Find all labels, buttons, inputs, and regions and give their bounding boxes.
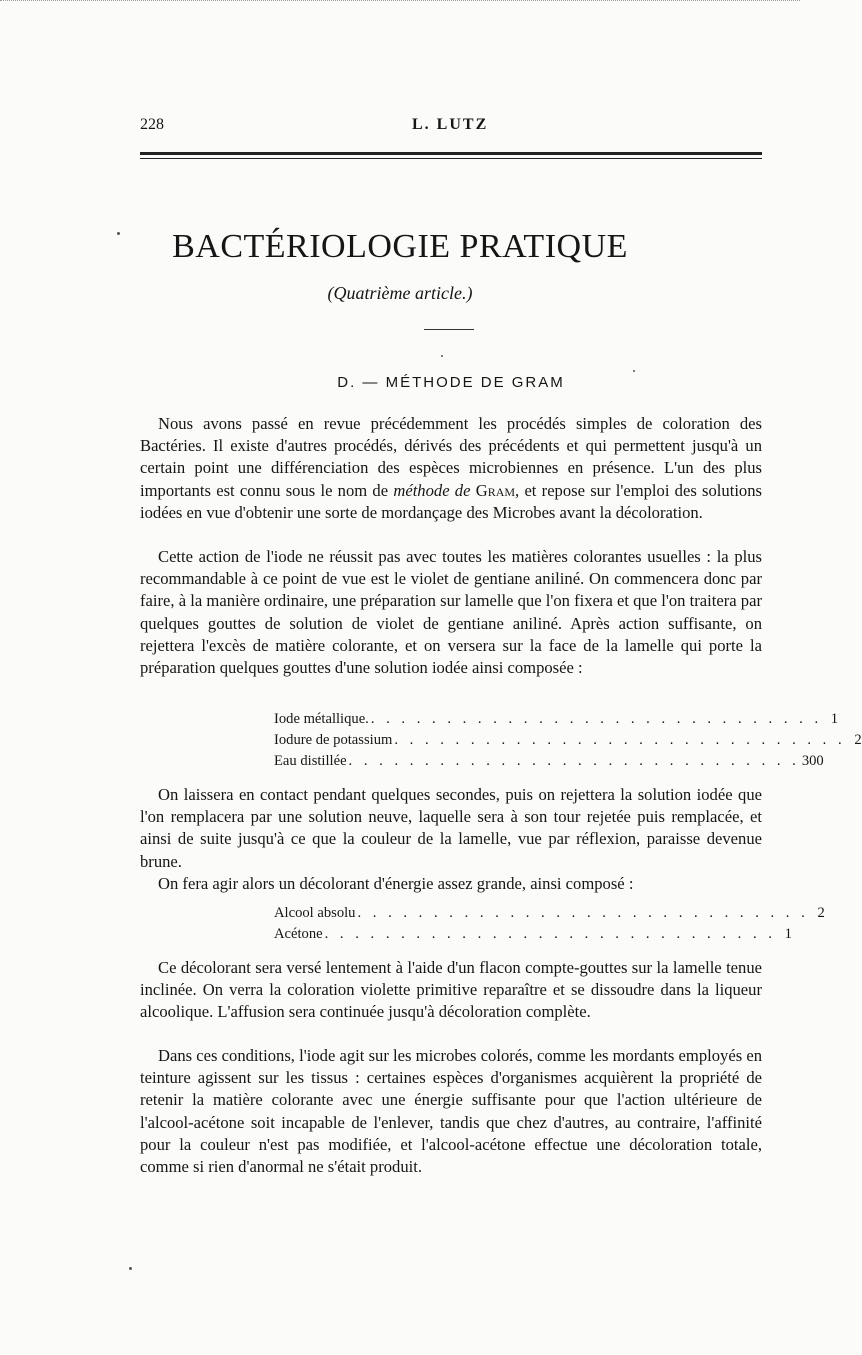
recipe-ingredient: Alcool absolu: [274, 905, 356, 921]
recipe-ingredient: Iode métallique.: [274, 711, 369, 727]
leader-dots: . . . . . . . . . . . . . . . . . . . . . . . . . . . . . .: [394, 732, 846, 748]
article-subtitle: (Quatrième article.): [327, 283, 473, 303]
page-top-edge: [0, 0, 800, 3]
recipe-quantity: 300: [801, 753, 824, 769]
leader-dots: . . . . . . . . . . . . . . . . . . . . . . . . . . . . . .: [324, 926, 776, 942]
recipe-row: [274, 730, 862, 751]
recipe-quantity: 2: [854, 732, 862, 748]
header-rule-thick: [140, 152, 762, 155]
running-head: L. LUTZ: [412, 116, 489, 133]
article-title: BACTÉRIOLOGIE PRATIQUE: [172, 228, 628, 265]
recipe-row: [274, 903, 825, 924]
scan-speck: [117, 232, 120, 235]
paragraph-1: [140, 413, 762, 524]
paragraph-1-text-b: , et repose sur l'emploi des solutions iodées en vue d'obtenir une sorte de mordançage des Microbes avant la décoloration.: [140, 480, 762, 522]
recipe-ingredient: Eau distillée: [274, 753, 347, 769]
paragraph-5: Ce décolorant sera versé lentement à l'aide d'un flacon compte-gouttes sur la lamelle tenue inclinée. On verra la coloration violette primitive reparaître et se dissoudre dans la liqueur alcoolique. L'affusion sera continuée jusqu'à décoloration complète.: [140, 958, 762, 1022]
recipe-row: [274, 709, 839, 730]
method-name-italic: méthode de: [393, 480, 476, 500]
recipe-row: [274, 751, 824, 772]
scan-speck: [633, 370, 635, 372]
paragraph-4: On fera agir alors un décolorant d'énergie assez grande, ainsi composé :: [158, 874, 634, 893]
page-number: 228: [140, 116, 164, 133]
leader-dots: . . . . . . . . . . . . . . . . . . . . . . . . . . . . . .: [348, 753, 800, 769]
paragraph-3: On laissera en contact pendant quelques secondes, puis on rejettera la solution iodée que l'on remplacera par une solution neuve, laquelle sera à son tour rejetée puis remplacée, et ainsi de suite jusqu'à ce que la couleur de la lamelle, vue par réflexion, paraisse devenue brune.: [140, 785, 762, 871]
scan-speck: [441, 355, 443, 357]
recipe-row: [274, 924, 792, 945]
leader-dots: . . . . . . . . . . . . . . . . . . . . . . . . . . . . . .: [357, 905, 809, 921]
paragraph-2: Cette action de l'iode ne réussit pas avec toutes les matières colorantes usuelles : la plus recommandable à ce point de vue est le violet de gentiane aniliné. On commencera donc par faire, à la manière ordinaire, une préparation sur lamelle que l'on fixera et que l'on traitera par quelques gouttes de solution de violet de gentiane aniliné. Après action suffisante, on rejettera l'excès de matière colorante, et on versera sur la face de la lamelle qui porte la préparation quelques gouttes d'une solution iodée ainsi composée :: [140, 547, 762, 678]
scan-speck: [129, 1267, 132, 1270]
paragraph-1-text-a: Nous avons passé en revue précédemment les procédés simples de coloration des Bactéries. Il existe d'autres procédés, dérivés des précédents et qui permettent jusqu'à un certain point une différenciation des espèces microbiennes en présence. L'un des plus importants est connu sous le nom de: [140, 414, 762, 500]
recipe-ingredient: Iodure de potassium: [274, 732, 393, 748]
title-divider: [424, 329, 474, 330]
leader-dots: . . . . . . . . . . . . . . . . . . . . . . . . . . . . . .: [370, 711, 823, 727]
recipe-ingredient: Acétone: [274, 926, 323, 942]
header-rule-thin: [140, 158, 762, 159]
recipe-quantity: 1: [784, 926, 792, 942]
section-heading: D. — MÉTHODE DE GRAM: [337, 374, 565, 391]
iodine-solution-recipe: [274, 709, 862, 772]
recipe-quantity: 2: [817, 905, 825, 921]
recipe-quantity: 1: [830, 711, 839, 727]
paragraph-6: Dans ces conditions, l'iode agit sur les microbes colorés, comme les mordants employés en teinture agissent sur les tissus : certaines espèces d'organismes acquièrent la propriété de retenir la matière colorante avec une énergie suffisante pour que l'action ultérieure de l'alcool-acétone soit incapable de l'enlever, tandis que chez d'autres, au contraire, l'affinité pour la couleur n'est pas modifiée, et l'alcool-acétone effectue une décoloration totale, comme si rien d'anormal ne s'était produit.: [140, 1046, 762, 1177]
decolorant-recipe: [274, 903, 825, 945]
gram-name: Gram: [475, 480, 516, 500]
